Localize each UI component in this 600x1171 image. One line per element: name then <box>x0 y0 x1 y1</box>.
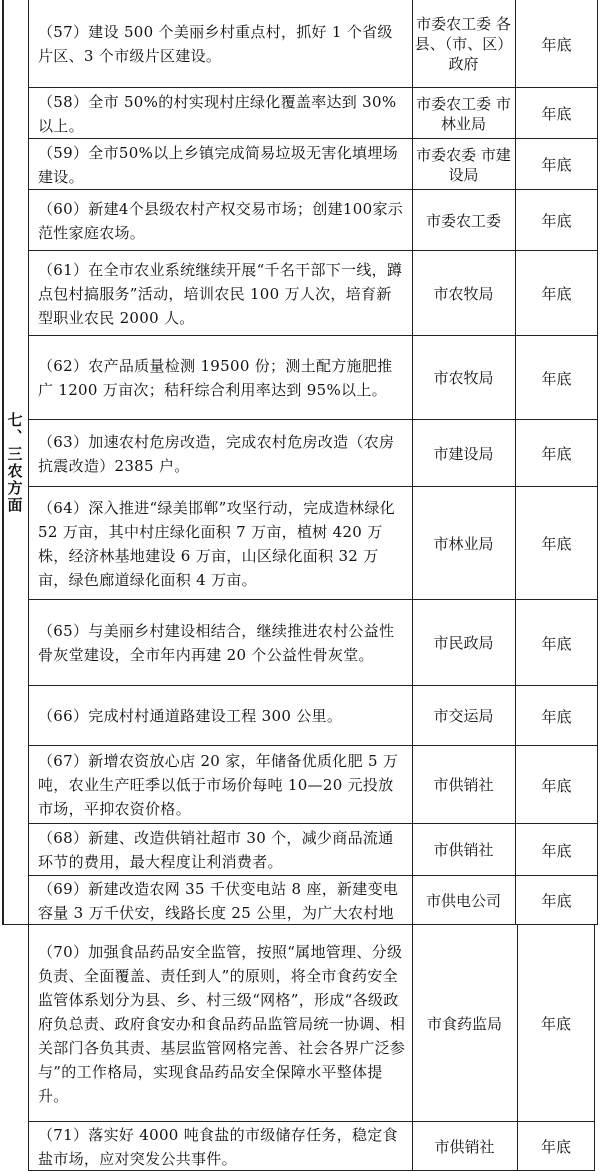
column-divider <box>515 139 516 190</box>
column-divider <box>515 420 516 487</box>
task-cell: （71）落实好 4000 吨食盐的市级储存任务，稳定食盐市场，应对突发公共事件。 <box>38 1125 398 1168</box>
deadline-cell: 年底 <box>541 105 572 123</box>
column-divider <box>517 1122 518 1171</box>
column-divider <box>412 88 413 139</box>
column-divider <box>515 0 516 88</box>
deadline-cell: 年底 <box>541 212 572 230</box>
department-cell: 市委农委 市建设局 <box>416 145 511 184</box>
column-divider <box>597 876 598 925</box>
task-cell: （67）新增农资放心店 20 家，年储备优质化肥 5 万吨，农业生产旺季以低于市场价每吨 10—20 元投放市场，平抑农资价格。 <box>38 752 399 818</box>
column-divider <box>515 876 516 925</box>
column-divider <box>597 0 598 88</box>
column-divider <box>412 190 413 251</box>
column-divider <box>515 824 516 876</box>
deadline-cell: 年底 <box>541 445 572 463</box>
department-cell: 市民政局 <box>433 634 494 652</box>
deadline-cell: 年底 <box>541 707 572 726</box>
section-label: 七、三农方面 <box>5 411 24 514</box>
column-divider <box>412 420 413 487</box>
column-divider <box>28 487 29 600</box>
column-divider <box>28 824 29 876</box>
department-cell: 市交运局 <box>433 707 494 725</box>
column-divider <box>515 746 516 824</box>
column-divider <box>597 88 598 139</box>
column-divider <box>412 600 413 686</box>
column-divider <box>28 746 29 824</box>
deadline-cell: 年底 <box>541 535 572 553</box>
column-divider <box>28 139 29 190</box>
department-cell: 市农牧局 <box>433 284 494 303</box>
column-divider <box>412 925 413 1122</box>
deadline-cell: 年底 <box>540 1138 571 1156</box>
department-cell: 市供销社 <box>433 776 494 794</box>
task-cell: （64）深入推进“绿美邯郸”攻坚行动，完成造林绿化 52 万亩，其中村庄绿化面积 7 万亩，植树 420 万株，经济林基地建设 6 万亩，山区绿化面积 32 万亩，绿色廊道绿化面积 4 万亩。 <box>38 498 395 589</box>
department-cell: 市供销社 <box>433 841 494 859</box>
deadline-cell: 年底 <box>541 634 572 653</box>
column-divider <box>412 824 413 876</box>
department-cell: 市委农工委 各县、（市、区）政府 <box>414 15 513 73</box>
deadline-cell: 年底 <box>541 285 572 303</box>
column-divider <box>412 251 413 336</box>
column-divider <box>28 600 29 686</box>
column-divider <box>28 336 29 420</box>
column-divider <box>412 686 413 746</box>
column-divider <box>517 925 518 1122</box>
column-divider <box>412 1122 413 1171</box>
deadline-cell: 年底 <box>541 892 572 910</box>
task-cell: （69）新建改造农网 35 千伏变电站 8 座，新建变电容量 3 万千伏安，线路长度 25 公里，为广大农村地 <box>38 879 399 922</box>
deadline-cell: 年底 <box>541 35 572 54</box>
table-left-border <box>2 0 4 925</box>
column-divider <box>412 746 413 824</box>
department-cell: 市林业局 <box>433 534 494 553</box>
column-divider <box>515 190 516 251</box>
column-divider <box>597 336 598 420</box>
department-cell: 市农牧局 <box>433 369 494 387</box>
column-divider <box>28 88 29 139</box>
column-divider <box>597 824 598 876</box>
column-divider <box>28 251 29 336</box>
department-cell: 市建设局 <box>433 444 494 463</box>
column-divider <box>597 487 598 600</box>
deadline-cell: 年底 <box>541 841 572 860</box>
column-divider <box>597 251 598 336</box>
task-cell: （57）建设 500 个美丽乡村重点村，抓好 1 个省级片区、3 个市级片区建设。 <box>38 23 393 65</box>
column-divider <box>515 88 516 139</box>
column-divider <box>515 600 516 686</box>
department-cell: 市委农工委 市林业局 <box>416 94 511 133</box>
column-divider <box>28 925 29 1122</box>
column-divider <box>597 420 598 487</box>
task-cell: （58）全市 50%的村实现村庄绿化覆盖率达到 30%以上。 <box>38 92 397 135</box>
deadline-cell: 年底 <box>541 156 572 174</box>
column-divider <box>515 686 516 746</box>
task-cell: （62）农产品质量检测 19500 份；测土配方施肥推广 1200 万亩次；秸秆综合利用率达到 95%以上。 <box>38 357 393 399</box>
deadline-cell: 年底 <box>541 776 572 795</box>
column-divider <box>412 0 413 88</box>
deadline-cell: 年底 <box>540 1015 571 1033</box>
department-cell: 市供销社 <box>434 1137 495 1156</box>
department-cell: 市食药监局 <box>426 1014 502 1033</box>
task-cell: （61）在全市农业系统继续开展“千名干部下一线，蹲点包村搞服务”活动，培训农民 100 万人次，培育新型职业农民 2000 人。 <box>38 260 403 327</box>
column-divider <box>597 686 598 746</box>
column-divider <box>28 190 29 251</box>
column-divider <box>28 0 29 88</box>
column-divider <box>28 1122 29 1171</box>
column-divider <box>597 139 598 190</box>
column-divider <box>412 139 413 190</box>
column-divider <box>28 686 29 746</box>
column-divider <box>594 925 595 1122</box>
department-cell: 市供电公司 <box>425 891 501 910</box>
column-divider <box>515 336 516 420</box>
task-cell: （59）全市50%以上乡镇完成简易垃圾无害化填埋场建设。 <box>38 143 398 186</box>
task-cell: （66）完成村村通道路建设工程 300 公里。 <box>38 707 343 725</box>
column-divider <box>412 487 413 600</box>
column-divider <box>412 336 413 420</box>
column-divider <box>515 487 516 600</box>
task-cell: （70）加强食品药品安全监管，按照“属地管理、分级负责、全面覆盖、责任到人”的原则，将全市食药安全监管体系划分为县、乡、村三级“网格”，形成“各级政府负总责、政府食安办和食品药品监管局统一协调、相关部门各负其责、基层监管网格完善、社会各界广泛参与”的工作格局，实现食品药品安全保障水平整体提升。 <box>38 942 406 1105</box>
column-divider <box>597 746 598 824</box>
deadline-cell: 年底 <box>541 369 572 388</box>
task-cell: （68）新建、改造供销社超市 30 个，减少商品流通环节的费用，最大程度让利消费者。 <box>38 829 394 871</box>
task-cell: （60）新建4个县级农村产权交易市场；创建100家示范性家庭农场。 <box>38 199 404 242</box>
department-cell: 市委农工委 <box>425 211 501 230</box>
column-divider <box>412 876 413 925</box>
section-label-cell <box>2 0 28 925</box>
column-divider <box>594 1122 595 1171</box>
column-divider <box>28 420 29 487</box>
task-cell: （63）加速农村危房改造，完成农村危房改造（农房抗震改造）2385 户。 <box>38 432 395 475</box>
column-divider <box>597 600 598 686</box>
column-divider <box>597 190 598 251</box>
column-divider <box>28 876 29 925</box>
task-cell: （65）与美丽乡村建设相结合，继续推进农村公益性骨灰堂建设，全市年内再建 20 个公益性骨灰堂。 <box>38 622 395 664</box>
column-divider <box>515 251 516 336</box>
